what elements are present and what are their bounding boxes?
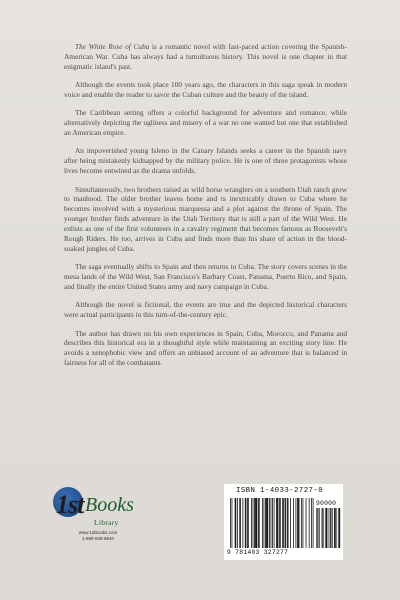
addon-bar xyxy=(319,508,320,548)
addon-bar xyxy=(316,508,317,548)
barcode-bar xyxy=(267,498,268,548)
barcode-bar xyxy=(237,498,238,548)
barcode-bar xyxy=(242,498,243,548)
barcode-bar xyxy=(256,498,257,548)
barcode-bar xyxy=(296,498,297,548)
logo-library: Library xyxy=(94,518,119,527)
barcode-bar xyxy=(299,498,300,548)
barcode-bar xyxy=(274,498,275,548)
barcode-bar xyxy=(269,498,270,548)
paragraph: The saga eventually shifts to Spain and then returns to Cuba. The story covers scenes in the mesa lands of the Wild West, San Francisco's Barbary Coast, Panama, Puerto Rico, and Spain, and finally the entire United States army and navy campaign in Cuba. xyxy=(64,262,347,292)
addon-bar xyxy=(327,508,328,548)
barcode-bar xyxy=(232,498,233,548)
barcode-bar xyxy=(255,498,256,548)
barcode-bar xyxy=(276,498,277,548)
publisher-phone: 1-888-839-8640 xyxy=(81,535,115,541)
blurb-text xyxy=(64,42,347,377)
addon-bar xyxy=(334,508,335,548)
barcode-bar xyxy=(240,498,241,548)
barcode-bar xyxy=(245,498,246,548)
barcode-bar xyxy=(235,498,236,548)
barcode-bar xyxy=(248,498,249,548)
paragraph-text: is a romantic novel with fast-paced action covering the Spanish- American War. Cuba has always had a tumultuous history. This novel is one chapter in that enigmatic island's past. xyxy=(64,42,348,71)
barcode-bar xyxy=(258,498,259,548)
logo-books: Books xyxy=(85,494,134,516)
logo-mark: 1st xyxy=(56,490,84,519)
addon-bar xyxy=(325,508,326,548)
barcode-bar xyxy=(303,498,304,548)
barcode-bar xyxy=(283,498,284,548)
barcode-bar xyxy=(277,498,278,548)
addon-bar xyxy=(335,508,336,548)
barcode-bar xyxy=(301,498,302,548)
isbn-label: ISBN 1-4033-2727-0 xyxy=(236,487,324,495)
barcode-bar xyxy=(309,498,310,548)
barcode-bar xyxy=(266,498,267,548)
barcode-bar xyxy=(247,498,248,548)
barcode-panel xyxy=(224,484,343,560)
barcode-bar xyxy=(288,498,289,548)
barcode-bar xyxy=(253,498,254,548)
barcode-bar xyxy=(285,498,286,548)
barcode-bar xyxy=(298,498,299,548)
barcode-bar xyxy=(267,498,268,548)
addon-bar xyxy=(340,508,341,548)
book-title: The White Rose of Cuba xyxy=(75,42,150,51)
barcode-bar xyxy=(262,498,263,548)
addon-bar xyxy=(338,508,339,548)
paragraph: Although the events took place 100 years ago, the characters in this saga speak in modern voice and enable the reader to savor the Cuban culture and the beauty of the island. xyxy=(64,80,347,100)
barcode-bar xyxy=(280,498,281,548)
paragraph-intro xyxy=(64,42,347,72)
barcode-bar xyxy=(272,498,273,548)
addon-bar xyxy=(322,508,323,548)
barcode-bar xyxy=(239,498,240,548)
barcode-bar xyxy=(254,498,255,548)
addon-bar xyxy=(332,508,333,548)
barcode-bar xyxy=(264,498,265,548)
paragraph: Simultaneously, two brothers raised as wild horse wranglers on a southern Utah ranch grow to manhood. The older brother leaves home and is inextricably drawn to Cuba where he becomes involved with a mysterious marquessa and a plot against the throne of Spain. The younger brother finds adventure in the Utah Territory that is still a part of the Wild West. He enlists as one of the first volunteers in a cavalry regiment that becomes famous as Roosevelt's Rough Riders. He too, arrives in Cuba and finds more than his share of action in the blood-soaked jungles of Cuba. xyxy=(64,184,347,253)
barcode-bar xyxy=(265,498,266,548)
ean-digits: 9 781403 327277 xyxy=(227,549,289,556)
publisher-website: www.1stbooks.com xyxy=(78,530,118,535)
addon-bar xyxy=(330,508,331,548)
addon-bar xyxy=(330,508,331,548)
addon-bar xyxy=(335,508,336,548)
publisher-logo xyxy=(44,487,134,567)
barcode-bar xyxy=(297,498,298,548)
paragraph: The Caribbean setting offers a colorful background for adventure and romance, while alternatively depicting the ugliness and misery of a war no one wanted but one that established an American empire. xyxy=(64,108,347,138)
barcode-bar xyxy=(311,498,312,548)
barcode-bar xyxy=(246,498,247,548)
addon-bar xyxy=(339,508,340,548)
addon-bar xyxy=(322,508,323,548)
paragraph: Although the novel is fictional, the events are true and the depicted historical characters were actual participants in this turn-of-the-century epic. xyxy=(64,300,347,320)
barcode-bar xyxy=(230,498,231,548)
price-code: 90000 xyxy=(316,500,337,507)
barcode-bar xyxy=(251,498,252,548)
paragraph: The author has drawn on his own experiences in Spain, Cuba, Morocco, and Panama and describes this historical era in a thoughtful style while maintaining an exciting story line. He avoids a xenophobic view and offers an unbiased account of an adventure that is balanced in fairness for all of the combatants. xyxy=(64,328,347,368)
addon-bar xyxy=(317,508,318,548)
barcode-bar xyxy=(235,498,236,548)
paragraph: An impoverished young Isleno in the Canary Islands seeks a career in the Spanish navy after being mistakenly kidnapped by the military police. He is one of three protagonists whose lives become entwined as the drama unfolds. xyxy=(64,146,347,176)
addon-bar xyxy=(328,508,329,548)
barcode-bar xyxy=(279,498,280,548)
publisher-contact xyxy=(76,530,120,541)
addon-bar xyxy=(336,508,337,548)
barcode-bar xyxy=(259,498,260,548)
barcode-bar xyxy=(285,498,286,548)
barcode-bar xyxy=(287,498,288,548)
barcode-bar xyxy=(313,498,314,548)
addon-bar xyxy=(318,508,319,548)
barcode-bar xyxy=(271,498,272,548)
barcode-bar xyxy=(293,498,294,548)
addon-bar xyxy=(323,508,324,548)
barcode-bar xyxy=(290,498,291,548)
barcode-bar xyxy=(306,498,307,548)
addon-bar xyxy=(331,508,332,548)
barcode-bar xyxy=(278,498,279,548)
barcode-bar xyxy=(282,498,283,548)
addon-bar xyxy=(326,508,327,548)
barcode-bar xyxy=(257,498,258,548)
